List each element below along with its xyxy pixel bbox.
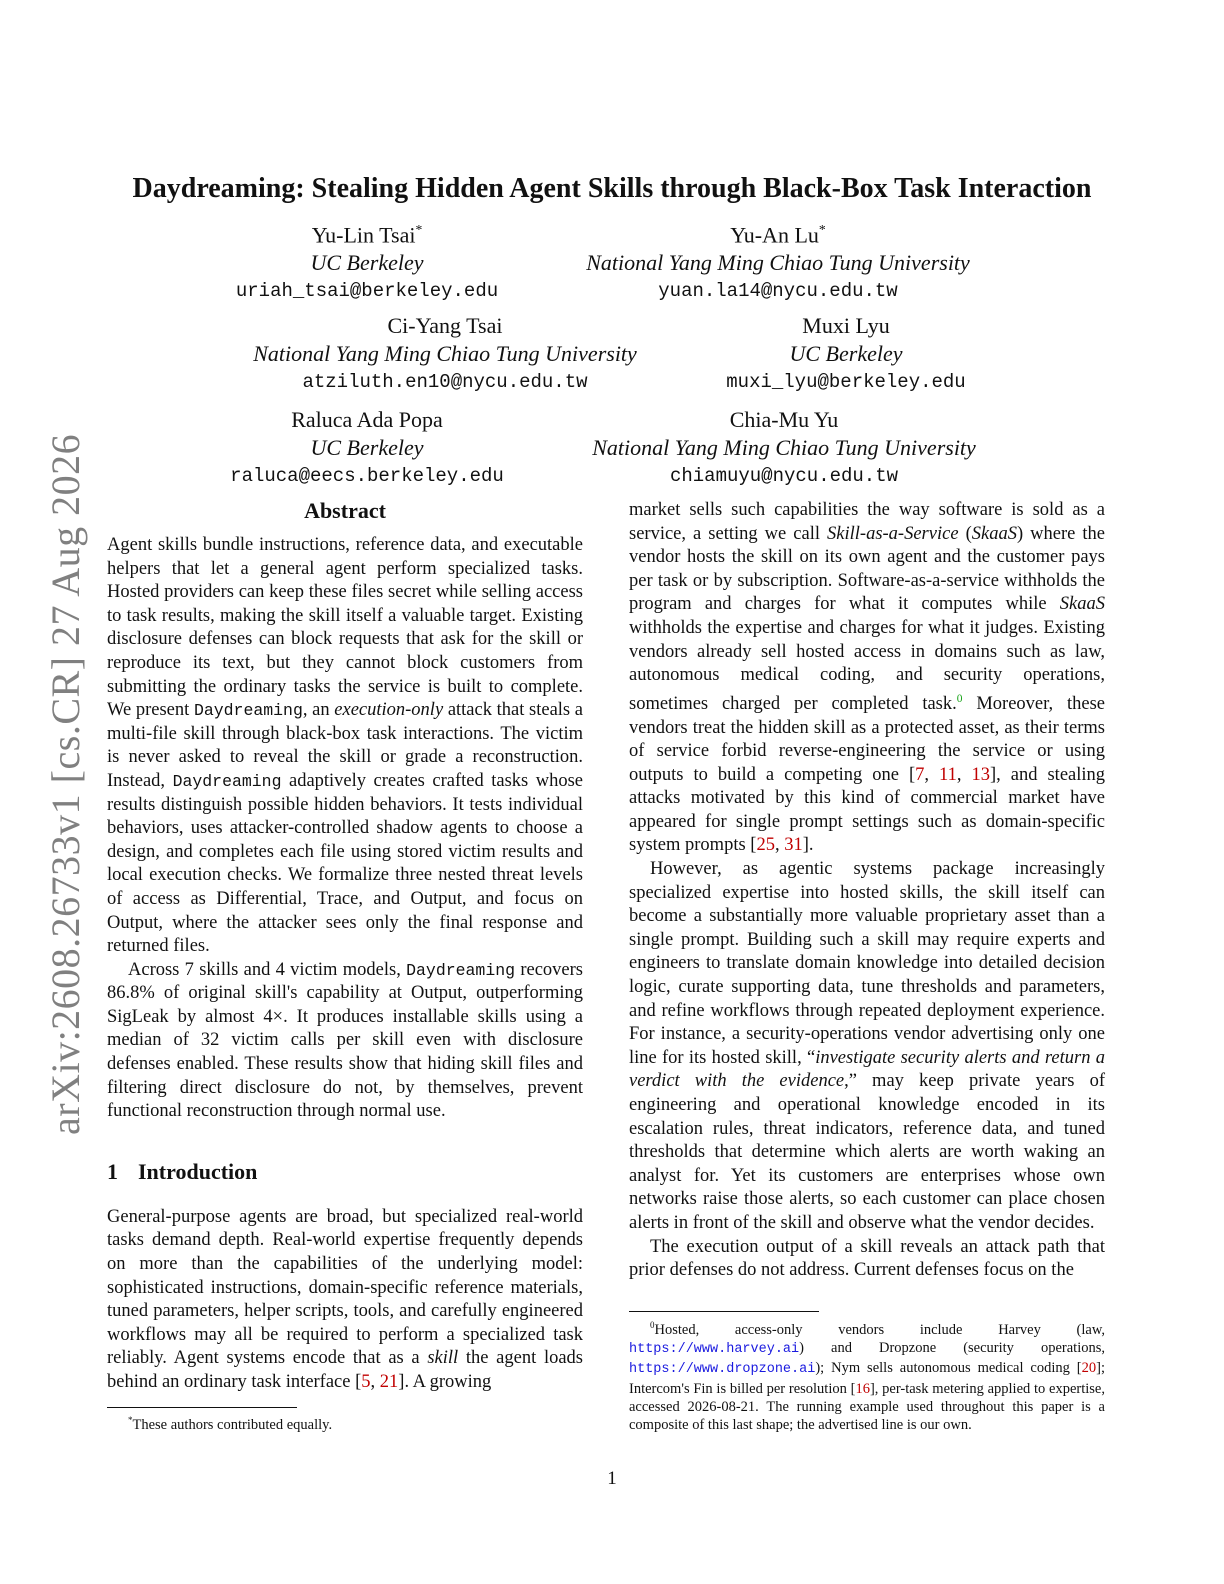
footnote-marker[interactable]: 0	[956, 692, 963, 705]
citation-link[interactable]: 11	[939, 764, 957, 785]
author-block	[230, 406, 504, 490]
author-name: Muxi Lyu	[802, 313, 890, 338]
author-affiliation: UC Berkeley	[789, 341, 903, 366]
footnote-right: $^0$Hosted, access-only vendors include Harvey (law, https://www.harvey.ai) and Dropzone (security operations, https://www.dropzone.ai); Nym sells autonomous medical coding [20]; Intercom's Fin is billed per resolution [16], per-task metering applied to expertise, accessed 2026-08-21. The running example used throughout this paper is a composite of this last shape; the advertised line is our own.	[629, 1320, 1105, 1434]
citation-link[interactable]: 13	[971, 764, 990, 785]
left-column	[107, 497, 583, 1395]
author-block	[586, 216, 970, 305]
citation-link[interactable]: 7	[915, 764, 925, 785]
author-name: Yu-An Lu*	[730, 222, 826, 248]
author-name: Yu-Lin Tsai*	[311, 222, 423, 248]
author-block	[236, 216, 498, 305]
footnote-rule	[107, 1407, 297, 1408]
abstract-paragraph: Agent skills bundle instructions, reference data, and executable helpers that let a general agent perform specialized tasks. Hosted providers can keep these files secret while selling access to task results, making the skill itself a valuable target. Existing disclosure defenses can block requests that ask for the skill or reproduce its text, but they cannot block customers from submitting the ordinary tasks the service is built to complete. We present Daydreaming, an execution-only attack that steals a multi-file skill through black-box task interactions. The victim is never asked to reveal the skill or grade a reconstruction. Instead, Daydreaming adaptively creates crafted tasks whose results distinguish possible hidden behaviors. It tests individual behaviors, uses attacker-controlled shadow agents to choose a design, and completes each file using stored victim results and local execution checks. We formalize three nested threat levels of access as Differential, Trace, and Output, and focus on Output, where the attacker sees only the final response and returned files.	[107, 535, 583, 957]
author-block	[253, 312, 637, 396]
section-heading-introduction: 1 Introduction	[107, 1158, 258, 1184]
page-number: 1	[607, 1468, 617, 1489]
citation-link[interactable]: 25	[756, 835, 775, 856]
paper-title: Daydreaming: Stealing Hidden Agent Skills through Black-Box Task Interaction	[132, 173, 1092, 204]
url-link[interactable]: https://www.dropzone.ai	[629, 1362, 816, 1378]
author-name: Chia-Mu Yu	[729, 407, 839, 432]
author-affiliation: National Yang Ming Chiao Tung University	[253, 341, 637, 366]
author-email[interactable]: uriah_tsai@berkeley.edu	[235, 280, 499, 303]
author-email[interactable]: chiamuyu@nycu.edu.tw	[669, 465, 899, 487]
author-affiliation: National Yang Ming Chiao Tung University	[586, 250, 970, 276]
author-block	[726, 312, 965, 396]
author-email[interactable]: raluca@eecs.berkeley.edu	[230, 465, 504, 487]
body-paragraph: The execution output of a skill reveals an attack path that prior defenses do not address. Current defenses focus on the	[629, 1236, 1105, 1281]
author-name: Ci-Yang Tsai	[387, 313, 503, 338]
author-email[interactable]: muxi_lyu@berkeley.edu	[726, 371, 966, 393]
arxiv-stamp: arXiv:2608.26733v1 [cs.CR] 27 Aug 2026	[43, 433, 88, 1135]
footnote-left: *These authors contributed equally.	[128, 1415, 333, 1433]
author-affiliation: UC Berkeley	[310, 435, 424, 460]
intro-paragraph: General-purpose agents are broad, but specialized real-world tasks demand depth. Real-world expertise frequently depends on more than the capabilities of the underlying model: sophisticated instructions, domain-specific reference materials, tuned parameters, helper scripts, tools, and carefully engineered workflows may all be required to perform a specialized task reliably. Agent systems encode that as a skill the agent loads behind an ordinary task interface [5, 21]. A growing	[107, 1206, 583, 1392]
citation-link[interactable]: 31	[784, 835, 803, 856]
author-email[interactable]: yuan.la14@nycu.edu.tw	[658, 280, 898, 303]
author-affiliation: UC Berkeley	[310, 250, 424, 276]
right-column	[629, 499, 1105, 1283]
citation-link[interactable]: 16	[855, 1380, 870, 1397]
abstract-heading: Abstract	[304, 498, 386, 523]
body-paragraph: However, as agentic systems package increasingly specialized expertise into hosted skills, the skill itself can become a substantially more valuable proprietary asset than a single prompt. Building such a skill may require experts and engineers to translate domain knowledge into detailed decision logic, curate supporting data, tune thresholds and parameters, and refine workflows through repeated deployment experience. For instance, a security-operations vendor advertising only one line for its hosted skill, “investigate security alerts and return a verdict with the evidence,” may keep private years of engineering and operational knowledge encoded in its escalation rules, threat indicators, reference data, and tuned thresholds that determine which alerts are worth waking an analyst for. Yet its customers are enterprises whose own networks raise those alerts, so each customer can place chosen alerts in front of the skill and observe what the vendor decides.	[629, 859, 1105, 1233]
body-paragraph: market sells such capabilities the way software is sold as a service, a setting we call Skill-as-a-Service (SkaaS) where the vendor hosts the skill on its own agent and the customer pays per task or by subscription. Software-as-a-service withholds the program and charges for what it computes while SkaaS withholds the expertise and charges for what it judges. Existing vendors already sell hosted access in domains such as law, autonomous medical coding, and security operations, sometimes charged per completed task.$^0$ Moreover, these vendors treat the hidden skill as a protected asset, as their terms of service forbid reverse-engineering the service or using outputs to build a competing one [7, 11, 13], and stealing attacks motivated by this kind of commercial market have appeared for single prompt settings such as domain-specific system prompts [25, 31].	[629, 500, 1106, 856]
citation-link[interactable]: 5	[361, 1372, 371, 1392]
citation-link[interactable]: 21	[379, 1372, 399, 1392]
author-name: Raluca Ada Popa	[291, 407, 443, 432]
author-block	[592, 406, 976, 490]
author-affiliation: National Yang Ming Chiao Tung University	[592, 435, 976, 460]
abstract-paragraph: Across 7 skills and 4 victim models, Daydreaming recovers 86.8% of original skill's capability at Output, outperforming SigLeak by almost 4×. It produces installable skills using a median of 32 victim calls per skill even with disclosure defenses enabled. These results show that hiding skill files and filtering direct disclosure do not, by themselves, prevent functional reconstruction through normal use.	[107, 959, 584, 1122]
citation-link[interactable]: 20	[1081, 1360, 1097, 1377]
author-email[interactable]: atziluth.en10@nycu.edu.tw	[302, 371, 588, 393]
footnote-rule	[629, 1311, 819, 1312]
url-link[interactable]: https://www.harvey.ai	[629, 1342, 800, 1358]
